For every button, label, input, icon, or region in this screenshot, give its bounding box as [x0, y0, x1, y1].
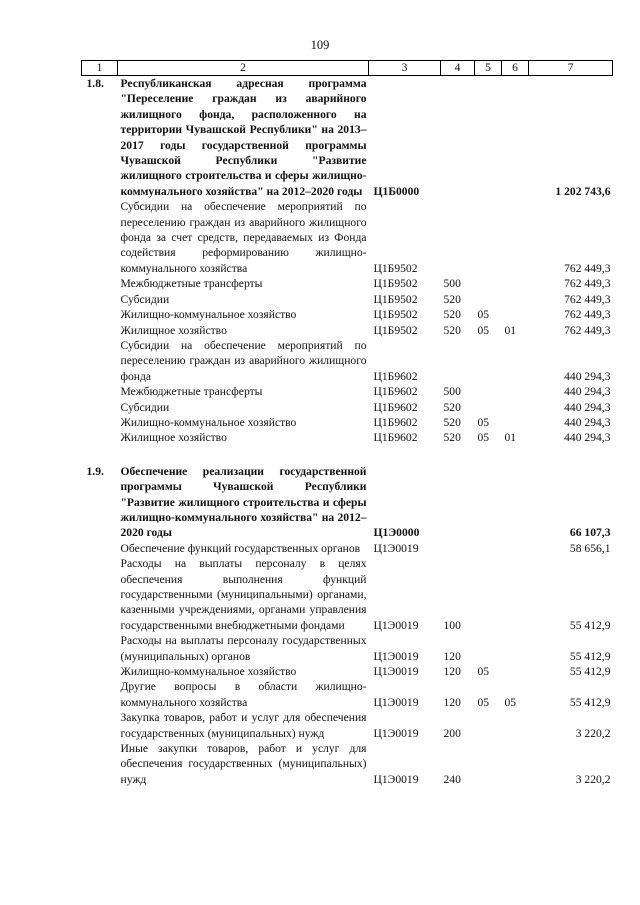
row-number: [82, 307, 118, 322]
subsection-code: [502, 292, 529, 307]
amount: 762 449,3: [564, 292, 611, 306]
target-code: Ц1Э0019: [373, 541, 419, 555]
subsection-code: [502, 464, 529, 541]
section-code: [475, 556, 502, 633]
subsection-code: [502, 307, 529, 322]
target-code: Ц1Б9502: [373, 292, 418, 306]
target-code: Ц1Э0019: [373, 772, 419, 786]
spacer-row: [82, 446, 613, 464]
row-name: Иные закупки товаров, работ и услуг для обеспечения государственных (муниципальных) нужд: [120, 742, 367, 786]
amount: 55 412,9: [569, 665, 611, 679]
column-header: 5: [475, 61, 502, 76]
amount: 55 412,9: [569, 618, 611, 632]
section-code: [475, 633, 502, 664]
expense-type: [441, 464, 475, 541]
row-number: 1.8.: [86, 77, 104, 90]
section-code: [475, 292, 502, 307]
row-name: Жилищно-коммунальное хозяйство: [120, 665, 297, 679]
expense-type: 200: [443, 726, 461, 740]
amount: 1 202 743,6: [555, 184, 611, 198]
table-body: [82, 76, 613, 788]
section-code: [475, 338, 502, 384]
subsection-code: [502, 276, 529, 291]
row-name: Субсидии на обеспечение мероприятий по переселению граждан из аварийного жилищного фонда за счет средств, передаваемых из Фонда содействия реформированию жилищно-коммунального хозяйства: [120, 200, 367, 275]
target-code: Ц1Б9502: [373, 308, 418, 322]
subsection-code: 05: [504, 695, 517, 709]
target-code: Ц1Б9502: [373, 323, 418, 337]
table-row: [82, 276, 613, 291]
amount: 762 449,3: [564, 261, 611, 275]
section-header-row: [82, 464, 613, 541]
expense-type: 120: [443, 665, 461, 679]
section-code: 05: [477, 308, 490, 322]
row-number: 1.9.: [86, 464, 104, 478]
table-row: [82, 338, 613, 384]
amount: 55 412,9: [569, 649, 611, 663]
target-code: Ц1Б9602: [373, 415, 418, 429]
amount: 440 294,3: [564, 415, 611, 429]
target-code: Ц1Б9602: [373, 369, 418, 383]
table-row: [82, 633, 613, 664]
section-code: [475, 464, 502, 541]
subsection-code: 01: [504, 323, 517, 337]
subsection-code: 01: [504, 431, 517, 445]
target-code: Ц1Б9502: [373, 261, 418, 275]
expense-type: [441, 338, 475, 384]
expense-type: 520: [443, 400, 461, 414]
amount: 440 294,3: [564, 431, 611, 445]
subsection-code: [502, 400, 529, 415]
target-code: Ц1Э0019: [373, 665, 419, 679]
expense-type: 500: [443, 385, 461, 399]
amount: 762 449,3: [564, 308, 611, 322]
amount: 58 656,1: [569, 541, 611, 555]
row-name: Субсидии на обеспечение мероприятий по переселению граждан из аварийного жилищного фонда: [120, 338, 367, 383]
row-number: [82, 384, 118, 399]
target-code: Ц1Б9602: [373, 400, 418, 414]
column-header: 3: [369, 61, 441, 76]
amount: 3 220,2: [575, 772, 611, 786]
section-code: 05: [477, 415, 490, 429]
target-code: Ц1Э0019: [373, 649, 419, 663]
row-name: Субсидии: [120, 400, 170, 414]
amount: 66 107,3: [569, 526, 611, 540]
section-code: [475, 76, 502, 200]
row-number: [82, 415, 118, 430]
table-row: [82, 741, 613, 787]
amount: 762 449,3: [564, 277, 611, 291]
subsection-code: [502, 741, 529, 787]
row-name: Расходы на выплаты персоналу государственных (муниципальных) органов: [120, 634, 367, 663]
row-name: Субсидии: [120, 292, 170, 306]
row-number: [82, 710, 118, 741]
table-row: [82, 307, 613, 322]
subsection-code: [502, 541, 529, 556]
row-name: Обеспечение реализации государственной программы Чувашской Республики "Развитие жилищного строительства и сферы жилищно-коммунального хозяйства" на 2012–2020 годы: [120, 464, 367, 540]
column-header: 1: [82, 61, 118, 76]
amount: 762 449,3: [564, 323, 611, 337]
row-number: [82, 292, 118, 307]
amount: 3 220,2: [575, 726, 611, 740]
expense-type: 520: [443, 292, 461, 306]
section-code: 05: [477, 665, 490, 679]
expense-type: 100: [443, 618, 461, 632]
column-header: 4: [441, 61, 475, 76]
spacer-cell: [82, 446, 613, 464]
table-row: [82, 541, 613, 556]
table-row: [82, 679, 613, 710]
row-name: Жилищно-коммунальное хозяйство: [120, 415, 297, 429]
row-number: [82, 741, 118, 787]
row-number: [82, 276, 118, 291]
amount: 55 412,9: [569, 695, 611, 709]
target-code: Ц1Э0019: [373, 695, 419, 709]
row-name: Закупка товаров, работ и услуг для обеспечения государственных (муниципальных) нужд: [120, 711, 367, 740]
row-name: Жилищное хозяйство: [120, 431, 227, 445]
row-name: Республиканская адресная программа "Переселение граждан из аварийного жилищного фонда, расположенного на территории Чувашской Республики" на 2013–2017 годы государственной программы Чувашской Республики "Развитие жилищного строительства и сферы жилищно-коммунального хозяйства" на 2012–2020 годы: [120, 77, 367, 198]
row-name: Межбюджетные трансферты: [120, 385, 263, 399]
target-code: Ц1Б9602: [373, 431, 418, 445]
table-row: [82, 710, 613, 741]
target-code: Ц1Э0000: [373, 526, 420, 540]
row-number: [82, 430, 118, 445]
table-row: [82, 384, 613, 399]
expense-type: [441, 541, 475, 556]
amount: 440 294,3: [564, 385, 611, 399]
section-header-row: [82, 76, 613, 200]
target-code: Ц1Б9502: [373, 277, 418, 291]
table-row: [82, 400, 613, 415]
row-number: [82, 633, 118, 664]
expense-type: 120: [443, 695, 461, 709]
row-number: [82, 199, 118, 276]
table-row: [82, 664, 613, 679]
row-number: [82, 338, 118, 384]
target-code: Ц1Э0019: [373, 726, 419, 740]
subsection-code: [502, 556, 529, 633]
row-name: Межбюджетные трансферты: [120, 277, 263, 291]
row-number: [82, 679, 118, 710]
section-code: [475, 400, 502, 415]
expense-type: 520: [443, 323, 461, 337]
expense-type: 520: [443, 415, 461, 429]
table-row: [82, 199, 613, 276]
row-name: Расходы на выплаты персоналу в целях обеспечения выполнения функций государственными (муниципальными) органами, казенными учреждениями, органами управления государственными внебюджетными фондами: [120, 557, 367, 632]
row-number: [82, 400, 118, 415]
subsection-code: [502, 338, 529, 384]
subsection-code: [502, 633, 529, 664]
target-code: Ц1Б0000: [373, 184, 420, 198]
subsection-code: [502, 710, 529, 741]
table-header: [82, 61, 613, 76]
expense-type: 240: [443, 772, 461, 786]
subsection-code: [502, 76, 529, 200]
section-code: [475, 541, 502, 556]
row-number: [82, 541, 118, 556]
page-number: 109: [310, 38, 330, 52]
table-row: [82, 556, 613, 633]
row-name: Жилищное хозяйство: [120, 323, 227, 337]
section-code: [475, 199, 502, 276]
expense-type: 120: [443, 649, 461, 663]
column-header: 2: [118, 61, 369, 76]
table-row: [82, 323, 613, 338]
budget-table: [81, 60, 613, 787]
table-row: [82, 430, 613, 445]
section-code: [475, 741, 502, 787]
expense-type: 520: [443, 431, 461, 445]
table-row: [82, 292, 613, 307]
column-header: 7: [529, 61, 613, 76]
row-name: Другие вопросы в области жилищно-коммунального хозяйства: [120, 680, 367, 709]
section-code: [475, 710, 502, 741]
target-code: Ц1Э0019: [373, 618, 419, 632]
subsection-code: [502, 199, 529, 276]
section-code: 05: [477, 431, 490, 445]
expense-type: 500: [443, 277, 461, 291]
subsection-code: [502, 664, 529, 679]
column-header: 6: [502, 61, 529, 76]
amount: 440 294,3: [564, 369, 611, 383]
amount: 440 294,3: [564, 400, 611, 414]
row-name: Жилищно-коммунальное хозяйство: [120, 308, 297, 322]
row-number: [82, 323, 118, 338]
section-code: 05: [477, 323, 490, 337]
section-code: 05: [477, 695, 490, 709]
expense-type: [441, 76, 475, 200]
table-row: [82, 415, 613, 430]
row-number: [82, 664, 118, 679]
row-name: Обеспечение функций государственных органов: [120, 541, 361, 555]
section-code: [475, 384, 502, 399]
expense-type: [441, 199, 475, 276]
target-code: Ц1Б9602: [373, 385, 418, 399]
subsection-code: [502, 384, 529, 399]
section-code: [475, 276, 502, 291]
expense-type: 520: [443, 308, 461, 322]
subsection-code: [502, 415, 529, 430]
row-number: [82, 556, 118, 633]
